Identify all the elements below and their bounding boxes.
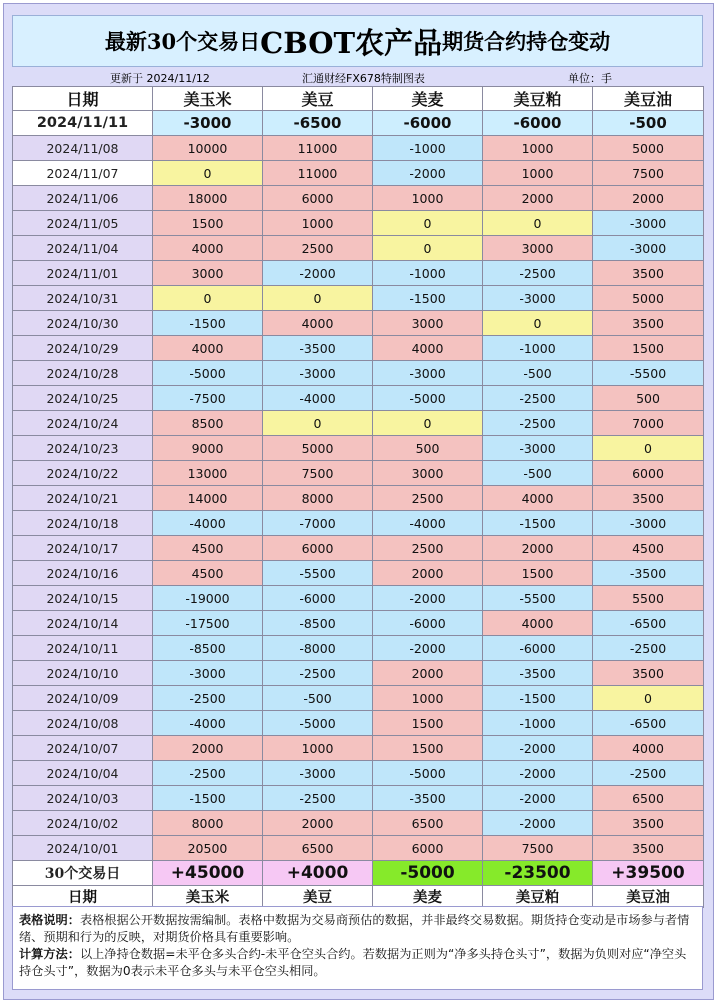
row-date: 2024/10/08 [13,711,153,736]
value-cell: -1500 [483,686,593,711]
value-cell: -1500 [153,311,263,336]
footer-header-cell: 美麦 [373,886,483,908]
value-cell: -2000 [263,261,373,286]
table-row [13,586,704,611]
value-cell: 2000 [483,186,593,211]
title-part-1: 最新30个交易日 [104,29,261,54]
value-cell: 0 [483,311,593,336]
value-cell: 4000 [593,736,704,761]
value-cell: 4500 [593,536,704,561]
notes-box [12,906,703,990]
row-date: 2024/10/31 [13,286,153,311]
header-cell: 美豆油 [593,87,704,111]
value-cell: 6000 [373,836,483,861]
row-date: 2024/10/04 [13,761,153,786]
value-cell: -1000 [483,336,593,361]
value-cell: -3000 [593,511,704,536]
value-cell: 8500 [153,411,263,436]
value-cell: 0 [593,436,704,461]
value-cell: 1500 [593,336,704,361]
value-cell: 13000 [153,461,263,486]
header-cell: 美豆 [263,87,373,111]
value-cell: 4000 [483,611,593,636]
value-cell: -3500 [593,561,704,586]
value-cell: 1000 [263,736,373,761]
value-cell: -3000 [483,286,593,311]
row-date: 2024/10/22 [13,461,153,486]
value-cell: -3000 [593,236,704,261]
value-cell: -2500 [483,261,593,286]
row-date: 2024/10/29 [13,336,153,361]
total-cell: +39500 [593,861,704,886]
value-cell: 4000 [153,236,263,261]
value-cell: 0 [593,686,704,711]
value-cell: 1000 [483,136,593,161]
table-row [13,836,704,861]
value-cell: -1000 [373,261,483,286]
value-cell: 2500 [263,236,373,261]
value-cell: 3500 [593,836,704,861]
value-cell: 6000 [263,536,373,561]
table-row [13,486,704,511]
value-cell: 9000 [153,436,263,461]
value-cell: -5500 [483,586,593,611]
table-row [13,686,704,711]
value-cell: 3500 [593,486,704,511]
footer-header-cell: 美豆粕 [483,886,593,908]
row-date: 2024/10/18 [13,511,153,536]
table-row [13,711,704,736]
table-row [13,736,704,761]
source-label: 汇通财经FX678特制图表 [302,72,425,85]
unit-label: 单位：手 [568,72,612,85]
value-cell: 1500 [483,561,593,586]
value-cell: 6000 [263,186,373,211]
latest-date: 2024/11/11 [13,111,153,136]
value-cell: 0 [373,211,483,236]
table-row [13,386,704,411]
value-cell: 1500 [373,736,483,761]
value-cell: 4000 [373,336,483,361]
table-row [13,811,704,836]
latest-value: -6000 [483,111,593,136]
note-text-2: 以上净持仓数据=未平仓多头合约-未平仓空头合约。若数据为正则为“净多头持仓头寸”，数据为负则对应“净空头持仓头寸”，数据为0表示未平仓多头与未平仓空头相同。 [19,947,687,978]
table-row [13,461,704,486]
value-cell: -3500 [263,336,373,361]
value-cell: -2500 [483,386,593,411]
value-cell: 4000 [263,311,373,336]
total-cell: -23500 [483,861,593,886]
table-row [13,336,704,361]
row-date: 2024/10/02 [13,811,153,836]
value-cell: 3000 [153,261,263,286]
row-date: 2024/10/11 [13,636,153,661]
note-text-1: 表格根据公开数据按需编制。表格中数据为交易商预估的数据，并非最终交易数据。期货持仓变动是市场参与者情绪、预期和行为的反映，对期货价格具有重要影响。 [19,913,690,944]
total-cell: +45000 [153,861,263,886]
value-cell: 3500 [593,811,704,836]
row-date: 2024/11/05 [13,211,153,236]
value-cell: -2000 [373,586,483,611]
value-cell: 6500 [263,836,373,861]
value-cell: -1000 [483,711,593,736]
table-row [13,636,704,661]
value-cell: -5000 [263,711,373,736]
update-date: 更新于 2024/11/12 [110,72,210,85]
row-date: 2024/10/07 [13,736,153,761]
row-date: 2024/10/16 [13,561,153,586]
value-cell: -2500 [593,636,704,661]
table-row [13,561,704,586]
value-cell: 2000 [263,811,373,836]
value-cell: -3000 [263,761,373,786]
footer-header-cell: 日期 [13,886,153,908]
header-row [13,87,704,111]
value-cell: 2000 [373,561,483,586]
row-date: 2024/10/15 [13,586,153,611]
value-cell: -2000 [483,736,593,761]
value-cell: -4000 [153,711,263,736]
row-date: 2024/10/10 [13,661,153,686]
value-cell: 11000 [263,136,373,161]
value-cell: -5000 [373,761,483,786]
value-cell: -3000 [263,361,373,386]
value-cell: -8500 [153,636,263,661]
value-cell: -2000 [483,811,593,836]
table-row [13,236,704,261]
footer-header-cell: 美豆 [263,886,373,908]
value-cell: -1000 [373,136,483,161]
row-date: 2024/10/14 [13,611,153,636]
value-cell: 7500 [593,161,704,186]
value-cell: -500 [483,361,593,386]
row-date: 2024/11/04 [13,236,153,261]
value-cell: 5500 [593,586,704,611]
totals-row [13,861,704,886]
value-cell: 3500 [593,261,704,286]
value-cell: 8000 [263,486,373,511]
value-cell: 500 [593,386,704,411]
value-cell: 4000 [153,336,263,361]
value-cell: 1000 [373,186,483,211]
value-cell: -8500 [263,611,373,636]
value-cell: 1000 [263,211,373,236]
table-row [13,436,704,461]
value-cell: -3500 [483,661,593,686]
value-cell: -6000 [263,586,373,611]
page-title [12,15,703,67]
value-cell: 0 [153,286,263,311]
value-cell: 2000 [483,536,593,561]
value-cell: -2500 [153,761,263,786]
value-cell: 3500 [593,661,704,686]
value-cell: 11000 [263,161,373,186]
row-date: 2024/10/03 [13,786,153,811]
latest-row [13,111,704,136]
value-cell: -1500 [373,286,483,311]
value-cell: 5000 [593,286,704,311]
calc-note [19,946,696,980]
value-cell: -3000 [483,436,593,461]
subtitle-line [12,68,703,86]
value-cell: -6000 [483,636,593,661]
value-cell: 4500 [153,561,263,586]
total-cell: +4000 [263,861,373,886]
table-row [13,761,704,786]
value-cell: -3500 [373,786,483,811]
footer-header-cell: 美豆油 [593,886,704,908]
value-cell: 2500 [373,536,483,561]
footer-header-row [13,886,704,908]
row-date: 2024/10/25 [13,386,153,411]
value-cell: -1500 [483,511,593,536]
value-cell: 0 [263,411,373,436]
position-table [12,86,703,908]
table-row [13,361,704,386]
value-cell: -2000 [483,786,593,811]
value-cell: -2500 [263,786,373,811]
latest-value: -6000 [373,111,483,136]
table-note [19,912,696,946]
value-cell: 3000 [373,461,483,486]
value-cell: 6500 [593,786,704,811]
value-cell: 7500 [263,461,373,486]
table-row [13,511,704,536]
value-cell: 500 [373,436,483,461]
note-label-2: 计算方法： [19,947,80,961]
value-cell: 10000 [153,136,263,161]
table-row [13,411,704,436]
value-cell: 5000 [263,436,373,461]
row-date: 2024/10/09 [13,686,153,711]
row-date: 2024/10/30 [13,311,153,336]
value-cell: -2500 [153,686,263,711]
table-row [13,186,704,211]
value-cell: 4000 [483,486,593,511]
value-cell: 3000 [373,311,483,336]
table-row [13,786,704,811]
title-part-2: CBOT农产品 [260,25,443,60]
value-cell: 6500 [373,811,483,836]
row-date: 2024/11/06 [13,186,153,211]
value-cell: 0 [373,236,483,261]
row-date: 2024/11/01 [13,261,153,286]
value-cell: 1500 [373,711,483,736]
table-row [13,611,704,636]
value-cell: 4500 [153,536,263,561]
value-cell: 6000 [593,461,704,486]
value-cell: -5500 [593,361,704,386]
value-cell: 0 [263,286,373,311]
value-cell: -3000 [593,211,704,236]
value-cell: 0 [153,161,263,186]
value-cell: 20500 [153,836,263,861]
value-cell: -7500 [153,386,263,411]
header-cell: 美豆粕 [483,87,593,111]
value-cell: -17500 [153,611,263,636]
value-cell: 2000 [373,661,483,686]
latest-value: -3000 [153,111,263,136]
value-cell: 7500 [483,836,593,861]
value-cell: 3000 [483,236,593,261]
table-row [13,211,704,236]
value-cell: 0 [373,411,483,436]
value-cell: -500 [483,461,593,486]
header-cell: 美玉米 [153,87,263,111]
latest-value: -6500 [263,111,373,136]
value-cell: -5000 [373,386,483,411]
table-row [13,286,704,311]
value-cell: 1000 [373,686,483,711]
value-cell: -6500 [593,711,704,736]
value-cell: -6500 [593,611,704,636]
row-date: 2024/10/01 [13,836,153,861]
value-cell: 2500 [373,486,483,511]
header-cell: 美麦 [373,87,483,111]
value-cell: 1500 [153,211,263,236]
table-row [13,261,704,286]
total-cell: -5000 [373,861,483,886]
value-cell: -2000 [373,161,483,186]
row-date: 2024/10/23 [13,436,153,461]
value-cell: -4000 [373,511,483,536]
value-cell: 8000 [153,811,263,836]
table-row [13,161,704,186]
value-cell: -3000 [153,661,263,686]
table-row [13,536,704,561]
value-cell: 0 [483,211,593,236]
value-cell: -3000 [373,361,483,386]
value-cell: 3500 [593,311,704,336]
title-part-3: 期货合约持仓变动 [442,29,611,54]
totals-label: 30个交易日 [13,861,153,886]
note-label-1: 表格说明： [19,913,80,927]
value-cell: -2000 [483,761,593,786]
value-cell: 2000 [153,736,263,761]
value-cell: -5000 [153,361,263,386]
value-cell: -2500 [263,661,373,686]
value-cell: 18000 [153,186,263,211]
row-date: 2024/10/21 [13,486,153,511]
value-cell: -4000 [263,386,373,411]
latest-value: -500 [593,111,704,136]
header-cell: 日期 [13,87,153,111]
row-date: 2024/10/28 [13,361,153,386]
value-cell: -7000 [263,511,373,536]
value-cell: 1000 [483,161,593,186]
row-date: 2024/11/08 [13,136,153,161]
value-cell: -2500 [593,761,704,786]
table-row [13,311,704,336]
row-date: 2024/10/17 [13,536,153,561]
value-cell: 7000 [593,411,704,436]
value-cell: -2500 [483,411,593,436]
value-cell: 5000 [593,136,704,161]
footer-header-cell: 美玉米 [153,886,263,908]
value-cell: -4000 [153,511,263,536]
row-date: 2024/10/24 [13,411,153,436]
value-cell: 14000 [153,486,263,511]
value-cell: -19000 [153,586,263,611]
value-cell: -1500 [153,786,263,811]
value-cell: -5500 [263,561,373,586]
table-row [13,661,704,686]
row-date: 2024/11/07 [13,161,153,186]
value-cell: -2000 [373,636,483,661]
value-cell: 2000 [593,186,704,211]
table-row [13,136,704,161]
value-cell: -500 [263,686,373,711]
value-cell: -8000 [263,636,373,661]
value-cell: -6000 [373,611,483,636]
